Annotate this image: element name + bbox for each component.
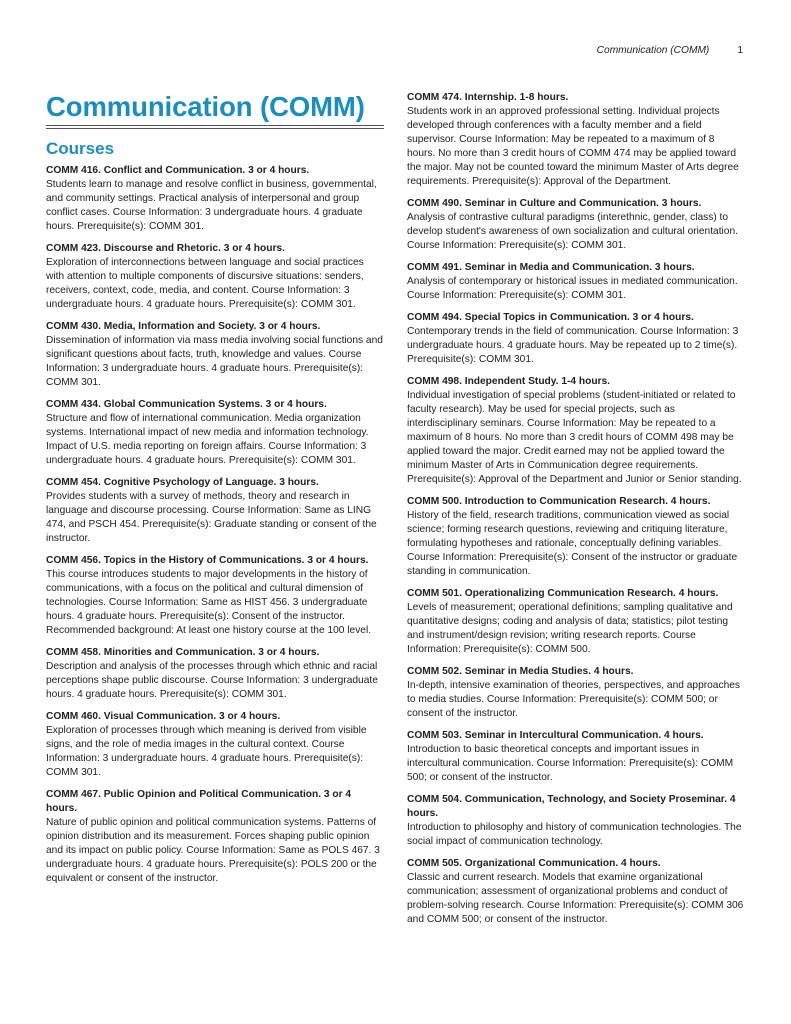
course-description: Exploration of interconnections between language and social practices with attention to multiple components of discursive situations: senders, receivers, context, code, media, and content. Course Information: 3 undergraduate hours. 4 graduate hours. Prerequisite(s): COMM 301.	[46, 257, 364, 310]
course-entry	[407, 665, 745, 721]
course-entry	[46, 476, 384, 546]
section-title: Courses	[46, 139, 115, 158]
course-entry	[407, 91, 745, 189]
title-rule	[46, 125, 384, 129]
course-title: COMM 494. Special Topics in Communication. 3 or 4 hours.	[407, 312, 694, 323]
course-entry	[407, 729, 745, 785]
course-description: Individual investigation of special problems (student-initiated or related to faculty research). May be used for special projects, such as interdisciplinary seminars. Course Information: May be repeated to a maximum of 8 hours. No more than 3 credit hours of COMM 498 may be applied toward the major. Credit earned may not be applied toward the minimum Master of Arts in Communication degree requirements. Prerequisite(s): Approval of the Department and Junior or Senior standing.	[407, 390, 742, 485]
course-description: In-depth, intensive examination of theories, perspectives, and approaches to media studies. Course Information: Prerequisite(s): COMM 500; or consent of the instructor.	[407, 680, 740, 719]
course-entry	[407, 495, 745, 579]
course-description: Provides students with a survey of methods, theory and research in language and discourse processing. Course Information: Same as LING 474, and PSCH 454. Prerequisite(s): Graduate standing or consent of the instructor.	[46, 491, 377, 544]
course-title: COMM 502. Seminar in Media Studies. 4 hours.	[407, 666, 634, 677]
running-header	[597, 45, 743, 56]
course-description: Analysis of contemporary or historical issues in mediated communication. Course Information: Prerequisite(s): COMM 301.	[407, 276, 738, 301]
course-description: Students learn to manage and resolve conflict in business, governmental, and community settings. Practical analysis of interpersonal and group conflict cases. Course Information: 3 undergraduate hours. 4 graduate hours. Prerequisite(s): COMM 301.	[46, 179, 377, 232]
course-description: Dissemination of information via mass media involving social functions and significant questions about facts, truth, knowledge and values. Course Information: 3 undergraduate hours. 4 graduate hours. Prerequisite(s): COMM 301.	[46, 335, 383, 388]
course-title: COMM 423. Discourse and Rhetoric. 3 or 4 hours.	[46, 243, 285, 254]
course-title: COMM 456. Topics in the History of Communications. 3 or 4 hours.	[46, 555, 369, 566]
course-description: Description and analysis of the processes through which ethnic and racial perceptions shape public discourse. Course Information: 3 undergraduate hours. 4 graduate hours. Prerequisite(s): COMM 301.	[46, 661, 378, 700]
course-description: Analysis of contrastive cultural paradigms (interethnic, gender, class) to develop student's awareness of own socialization and cultural orientation. Course Information: Prerequisite(s): COMM 301.	[407, 212, 738, 251]
course-description: Classic and current research. Models that examine organizational communication; assessment of organizational problems and conduct of problem-solving research. Course Information: Prerequisite(s): COMM 306 and COMM 500; or consent of the instructor.	[407, 872, 744, 925]
course-description: This course introduces students to major developments in the history of communications, with a focus on the political and cultural dimension of technologies. Course Information: Same as HIST 456. 3 undergraduate hours. 4 graduate hours. Prerequisite(s): Consent of the instructor. Recommended background: At least one history course at the 100 level.	[46, 569, 372, 636]
page-number: 1	[737, 45, 743, 56]
course-entry	[46, 710, 384, 780]
course-title: COMM 505. Organizational Communication. 4 hours.	[407, 858, 661, 869]
course-entry	[46, 398, 384, 468]
course-entry	[407, 587, 745, 657]
course-title: COMM 500. Introduction to Communication Research. 4 hours.	[407, 496, 711, 507]
course-entry	[407, 261, 745, 303]
course-description: Introduction to philosophy and history of communication technologies. The social impact of communication technology.	[407, 822, 742, 847]
course-entry	[46, 646, 384, 702]
course-description: Students work in an approved professional setting. Individual projects developed through conferences with a faculty member and a field supervisor. Course Information: May be repeated to a maximum of 8 hours. No more than 3 credit hours of COMM 474 may be applied toward the major. May not be counted toward the minimum Master of Arts degree requirements. Prerequisite(s): Approval of the Department.	[407, 106, 739, 187]
course-entry	[46, 554, 384, 638]
course-title: COMM 416. Conflict and Communication. 3 or 4 hours.	[46, 165, 310, 176]
course-entry	[407, 793, 745, 849]
course-description: History of the field, research traditions, communication viewed as social science; forming research questions, reviewing and critiquing literature, formulating hypotheses and rationale, conceptually defining variables. Course Information: Prerequisite(s): Consent of the instructor or graduate standing in communication.	[407, 510, 738, 577]
course-title: COMM 434. Global Communication Systems. 3 or 4 hours.	[46, 399, 327, 410]
course-entry	[407, 857, 745, 927]
course-description: Contemporary trends in the field of communication. Course Information: 3 undergraduate hours. 4 graduate hours. May be repeated up to 2 time(s). Prerequisite(s): COMM 301.	[407, 326, 739, 365]
course-title: COMM 467. Public Opinion and Political Communication. 3 or 4 hours.	[46, 789, 352, 814]
course-entry	[46, 320, 384, 390]
course-title: COMM 491. Seminar in Media and Communication. 3 hours.	[407, 262, 695, 273]
course-title: COMM 474. Internship. 1-8 hours.	[407, 92, 569, 103]
course-title: COMM 430. Media, Information and Society. 3 or 4 hours.	[46, 321, 321, 332]
course-description: Introduction to basic theoretical concepts and important issues in intercultural communication. Course Information: Prerequisite(s): COMM 500; or consent of the instructor.	[407, 744, 734, 783]
course-title: COMM 458. Minorities and Communication. 3 or 4 hours.	[46, 647, 320, 658]
course-title: COMM 454. Cognitive Psychology of Language. 3 hours.	[46, 477, 319, 488]
course-entry	[407, 311, 745, 367]
course-title: COMM 490. Seminar in Culture and Communication. 3 hours.	[407, 198, 702, 209]
course-description: Nature of public opinion and political communication systems. Patterns of opinion distribution and its measurement. Forces shaping public opinion and its impact on public policy. Course Information: Same as POLS 467. 3 undergraduate hours. 4 graduate hours. Prerequisite(s): POLS 200 or the equivalent or consent of the instructor.	[46, 817, 380, 884]
course-description: Exploration of processes through which meaning is derived from visible signs, and the role of media images in the cultural context. Course Information: 3 undergraduate hours. 4 graduate hours. Prerequisite(s): COMM 301.	[46, 725, 367, 778]
course-title: COMM 498. Independent Study. 1-4 hours.	[407, 376, 611, 387]
right-column	[407, 91, 745, 935]
course-entry	[46, 164, 384, 234]
course-title: COMM 503. Seminar in Intercultural Communication. 4 hours.	[407, 730, 704, 741]
course-title: COMM 501. Operationalizing Communication Research. 4 hours.	[407, 588, 719, 599]
course-entry	[407, 375, 745, 487]
course-entry	[407, 197, 745, 253]
course-entry	[46, 242, 384, 312]
course-description: Structure and flow of international communication. Media organization systems. International impact of new media and information technology. Impact of U.S. media reporting on foreign affairs. Course Information: 3 undergraduate hours. 4 graduate hours. Prerequisite(s): COMM 301.	[46, 413, 369, 466]
course-title: COMM 460. Visual Communication. 3 or 4 hours.	[46, 711, 281, 722]
left-column	[46, 91, 384, 894]
page-title: Communication (COMM)	[46, 91, 365, 122]
running-title: Communication (COMM)	[596, 45, 710, 56]
course-description: Levels of measurement; operational definitions; sampling qualitative and quantitative designs; coding and analysis of data; statistics; pilot testing and instrument/design revision; writing research reports. Course Information: Prerequisite(s): COMM 500.	[407, 602, 733, 655]
course-entry	[46, 788, 384, 886]
course-title: COMM 504. Communication, Technology, and Society Proseminar. 4 hours.	[407, 794, 736, 819]
